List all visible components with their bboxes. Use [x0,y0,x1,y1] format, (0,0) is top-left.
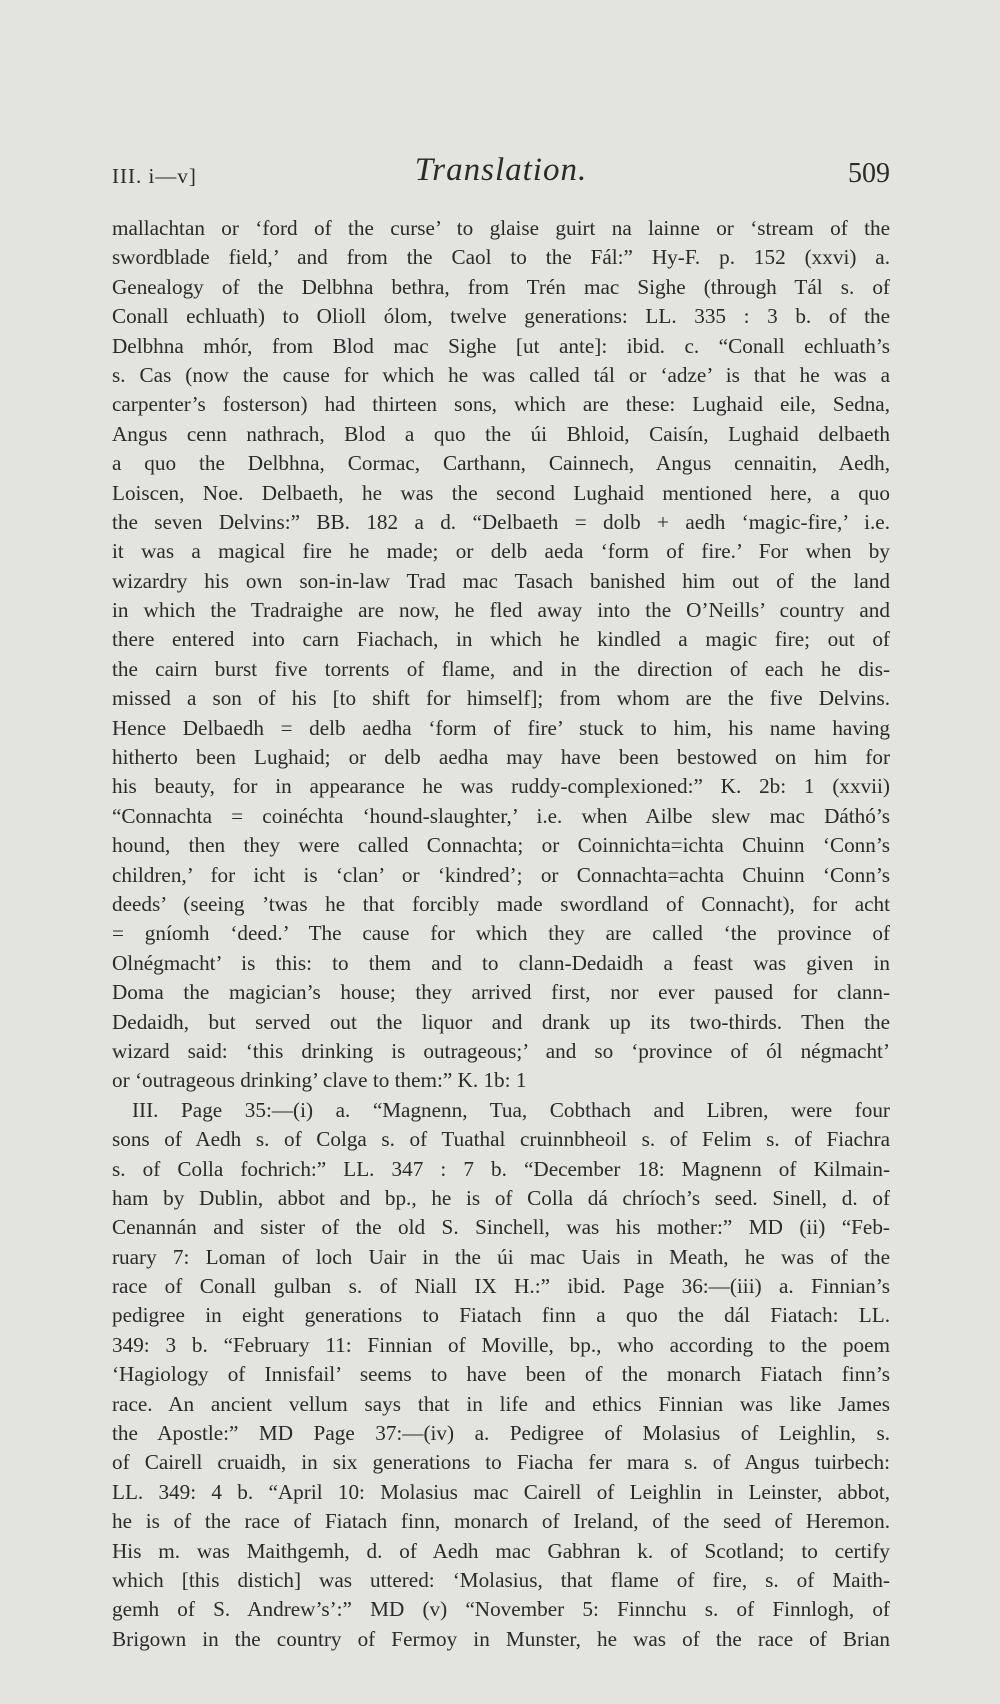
text-line: Delbhna mhór, from Blod mac Sighe [ut ante]: ibid. c. “Conall echluath’s [112,333,890,358]
text-line: His m. was Maithgemh, d. of Aedh mac Gabhran k. of Scotland; to certify [112,1538,890,1563]
text-line: Doma the magician’s house; they arrived first, nor ever paused for clann- [112,980,890,1005]
text-line: which [this distich] was uttered: ‘Molasius, that flame of fire, s. of Maith- [112,1567,890,1592]
text-line: or ‘outrageous drinking’ clave to them:” K. 1b: 1 [112,1068,527,1093]
text-line: swordblade field,’ and from the Caol to the Fál:” Hy-F. p. 152 (xxvi) a. [112,245,890,270]
text-line: ‘Hagiology of Innisfail’ seems to have been of the monarch Fiatach finn’s [112,1362,890,1387]
text-line: Dedaidh, but served out the liquor and drank up its two-thirds. Then the [112,1009,890,1034]
text-line: hitherto been Lughaid; or delb aedha may have been bestowed on him for [112,745,890,770]
text-line: race of Conall gulban s. of Niall IX H.:” ibid. Page 36:—(iii) a. Finnian’s [112,1274,890,1299]
text-line: of Cairell cruaidh, in six generations to Fiacha fer mara s. of Angus tuirbech: [112,1450,890,1475]
text-line: sons of Aedh s. of Colga s. of Tuathal cruinnbheoil s. of Felim s. of Fiachra [112,1127,890,1152]
text-line: s. Cas (now the cause for which he was called tál or ‘adze’ is that he was a [112,362,890,387]
text-line: a quo the Delbhna, Cormac, Carthann, Cainnech, Angus cennaitin, Aedh, [112,451,890,476]
text-line: Cenannán and sister of the old S. Sinchell, was his mother:” MD (ii) “Feb- [112,1215,890,1240]
text-line: there entered into carn Fiachach, in which he kindled a magic fire; out of [112,627,890,652]
text-line: mallachtan or ‘ford of the curse’ to glaise guirt na lainne or ‘stream of the [112,216,890,240]
page-number: 509 [848,158,890,189]
text-line: ham by Dublin, abbot and bp., he is of Colla dá chríoch’s seed. Sinell, d. of [112,1185,890,1210]
text-line: wizard said: ‘this drinking is outrageous;’ and so ‘province of ól négmacht’ [112,1038,890,1063]
text-line: 349: 3 b. “February 11: Finnian of Moville, bp., who according to the poem [112,1332,890,1357]
text-line: pedigree in eight generations to Fiatach finn a quo the dál Fiatach: LL. [112,1303,890,1328]
text-line: missed a son of his [to shift for himself]; from whom are the five Delvins. [112,686,890,711]
running-title: Translation. [414,152,588,188]
text-line: children,’ for icht is ‘clan’ or ‘kindred’; or Connachta=achta Chuinn ‘Conn’s [112,862,890,887]
text-line: Genealogy of the Delbhna bethra, from Trén mac Sighe (through Tál s. of [112,274,890,299]
text-line: s. of Colla fochrich:” LL. 347 : 7 b. “December 18: Magnenn of Kilmain- [112,1156,890,1181]
text-line: it was a magical fire he made; or delb aeda ‘form of fire.’ For when by [112,539,890,564]
text-line: wizardry his own son-in-law Trad mac Tasach banished him out of the land [112,568,890,593]
text-line: the seven Delvins:” BB. 182 a d. “Delbaeth = dolb + aedh ‘magic-fire,’ i.e. [112,509,890,534]
text-line: Brigown in the country of Fermoy in Munster, he was of the race of Brian [112,1626,890,1651]
text-line: Conall echluath) to Olioll ólom, twelve generations: LL. 335 : 3 b. of the [112,304,890,329]
body-text [112,214,890,1654]
text-line: gemh of S. Andrew’s’:” MD (v) “November 5: Finnchu s. of Finnlogh, of [112,1597,890,1622]
text-line: = gníomh ‘deed.’ The cause for which they are called ‘the province of [112,921,890,946]
text-line: the cairn burst five torrents of flame, and in the direction of each he dis- [112,656,890,681]
text-line: he is of the race of Fiatach finn, monarch of Ireland, of the seed of Heremon. [112,1509,890,1534]
text-line: his beauty, for in appearance he was ruddy-complexioned:” K. 2b: 1 (xxvii) [112,774,890,799]
text-line: Angus cenn nathrach, Blod a quo the úi Bhloid, Caisín, Lughaid delbaeth [112,421,890,446]
text-line: III. Page 35:—(i) a. “Magnenn, Tua, Cobthach and Libren, were four [132,1097,890,1122]
text-line: hound, then they were called Connachta; or Coinnichta=ichta Chuinn ‘Conn’s [112,833,890,858]
text-line: the Apostle:” MD Page 37:—(iv) a. Pedigree of Molasius of Leighlin, s. [112,1421,890,1446]
text-line: Loiscen, Noe. Delbaeth, he was the second Lughaid mentioned here, a quo [112,480,890,505]
text-line: deeds’ (seeing ’twas he that forcibly made swordland of Connacht), for acht [112,891,890,916]
text-line: Hence Delbaedh = delb aedha ‘form of fire’ stuck to him, his name having [112,715,890,740]
text-line: ruary 7: Loman of loch Uair in the úi mac Uais in Meath, he was of the [112,1244,890,1269]
text-line: “Connachta = coinéchta ‘hound-slaughter,’ i.e. when Ailbe slew mac Dáthó’s [112,803,890,828]
text-line: Olnégmacht’ is this: to them and to clann-Dedaidh a feast was given in [112,950,890,975]
text-line: race. An ancient vellum says that in life and ethics Finnian was like James [112,1391,890,1416]
page-header [112,152,890,196]
text-line: LL. 349: 4 b. “April 10: Molasius mac Cairell of Leighlin in Leinster, abbot, [112,1479,890,1504]
text-line: carpenter’s fosterson) had thirteen sons, which are these: Lughaid eile, Sedna, [112,392,890,417]
section-reference: III. i—v] [112,164,197,188]
text-line: in which the Tradraighe are now, he fled away into the O’Neills’ country and [112,598,890,623]
